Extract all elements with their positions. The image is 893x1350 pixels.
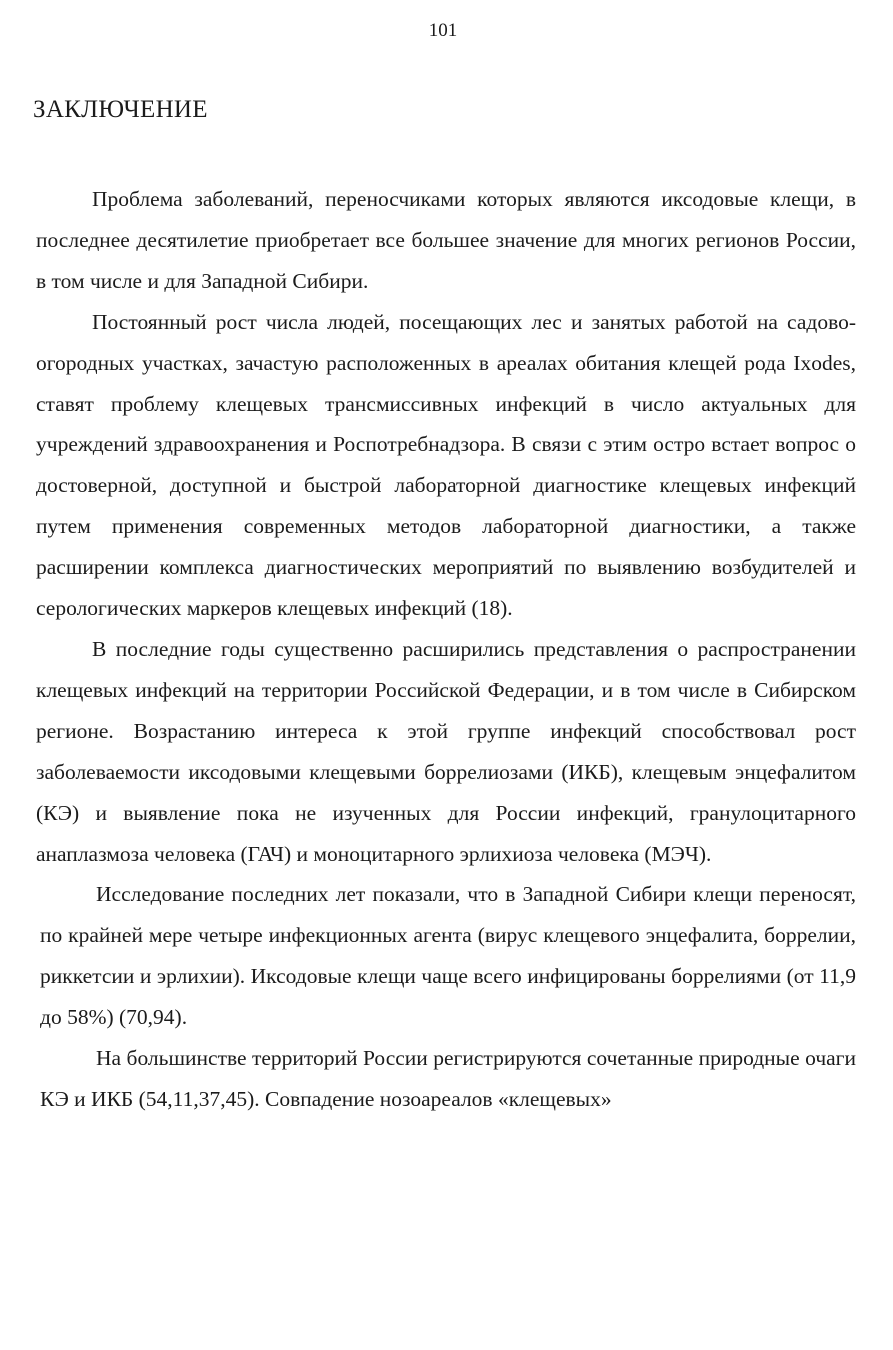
paragraph-3: В последние годы существенно расширились представления о распространении клещевых инфекций на территории Российской Федерации, и в том числе в Сибирском регионе. Возрастанию интереса к этой группе инфекций способствовал рост заболеваемости иксодовыми клещевыми боррелиозами (ИКБ), клещевым энцефалитом (КЭ) и выявление пока не изученных для России инфекций, гранулоцитарного анаплазмоза человека (ГАЧ) и моноцитарного эрлихиоза человека (МЭЧ). [36, 636, 856, 866]
paragraph-4: Исследование последних лет показали, что в Западной Сибири клещи переносят, по крайней мере четыре инфекционных агента (вирус клещевого энцефалита, боррелии, риккетсии и эрлихии). Иксодовые клещи чаще всего инфицированы боррелиями (от 11,9 до 58%) (70,94). [40, 882, 856, 1030]
section-heading: ЗАКЛЮЧЕНИЕ [33, 96, 208, 123]
page-number: 101 [428, 20, 458, 41]
paragraph-2: Постоянный рост числа людей, посещающих лес и занятых работой на садово-огородных участках, зачастую расположенных в ареалах обитания клещей рода Ixodes, ставят проблему клещевых трансмиссивных инфекций в число актуальных для учреждений здравоохранения и Роспотребнадзора. В связи с этим остро встает вопрос о достоверной, доступной и быстрой лабораторной диагностике клещевых инфекций путем применения современных методов лабораторной диагностики, а также расширении комплекса диагностических мероприятий по выявлению возбудителей и серологических маркеров клещевых инфекций (18). [36, 309, 856, 621]
paragraph-1: Проблема заболеваний, переносчиками которых являются иксодовые клещи, в последнее десятилетие приобретает все большее значение для многих регионов России, в том числе и для Западной Сибири. [36, 187, 856, 293]
body-text [36, 179, 856, 1120]
paragraph-5: На большинстве территорий России регистрируются сочетанные природные очаги КЭ и ИКБ (54,11,37,45). Совпадение нозоареалов «клещевых» [40, 1046, 856, 1111]
